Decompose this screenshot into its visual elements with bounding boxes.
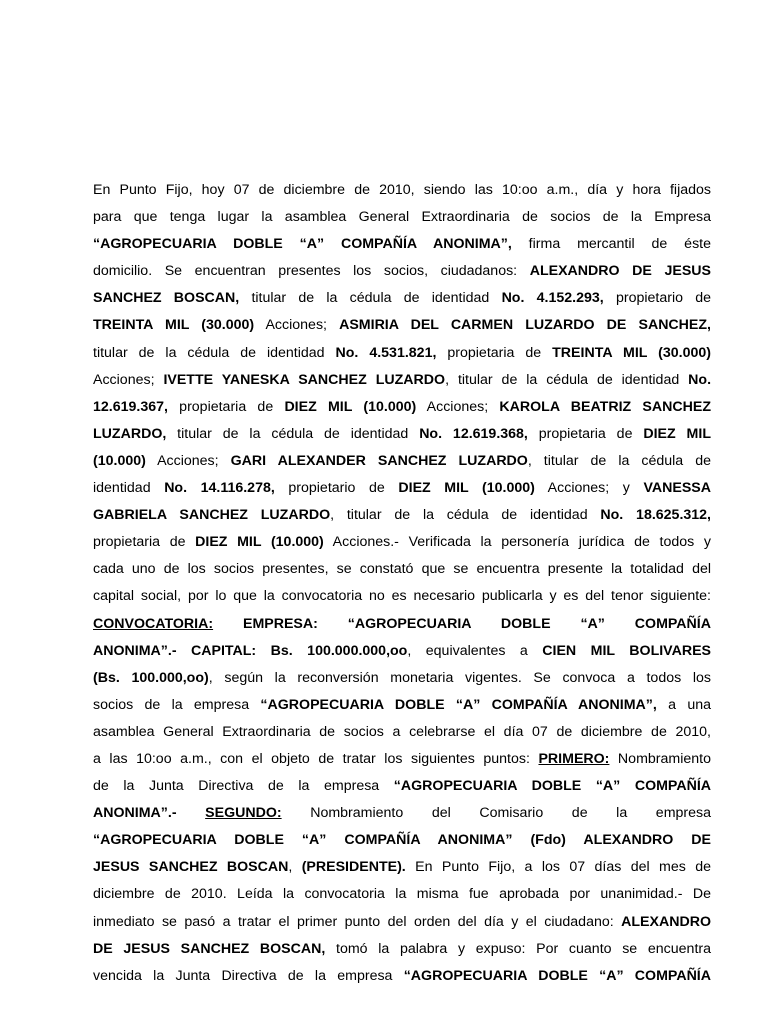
bold-text: ALEXANDRO xyxy=(621,913,711,930)
bold-text: DIEZ MIL (10.000) xyxy=(284,398,417,415)
bold-text: GABRIELA SANCHEZ LUZARDO xyxy=(93,507,331,524)
text-run: titular de la cédula de identidad xyxy=(239,290,502,307)
text-line xyxy=(93,421,711,448)
text-run: socios de la empresa xyxy=(93,696,261,713)
bold-text: DE JESUS SANCHEZ BOSCAN, xyxy=(93,940,326,957)
text-line xyxy=(93,638,711,665)
text-run: diciembre de 2010. Leída la convocatoria la misma fue aprobada por unanimidad.- De xyxy=(93,886,711,903)
text-line xyxy=(93,475,711,502)
text-line xyxy=(93,936,711,963)
bold-text: TREINTA MIL (30.000) xyxy=(93,317,255,334)
text-run: firma mercantil de éste xyxy=(511,236,711,253)
text-line xyxy=(93,258,711,285)
text-run: Acciones; xyxy=(145,452,231,469)
bold-text: No. 4.152.293, xyxy=(501,290,604,307)
text-run: Acciones; y xyxy=(534,480,644,497)
text-run: En Punto Fijo, hoy 07 de diciembre de 2010, siendo las 10:oo a.m., día y hora fijados xyxy=(93,182,711,198)
bold-text: (Bs. 100.000,oo) xyxy=(93,669,209,686)
text-line xyxy=(93,854,711,881)
bold-text: “AGROPECUARIA DOBLE “A” COMPAÑÍA ANONIMA”, xyxy=(93,236,512,253)
underlined-bold-text: SEGUNDO: xyxy=(205,805,282,822)
text-run: capital social, por lo que la convocatoria no es necesario publicarla y es del tenor siguiente: xyxy=(93,588,711,605)
bold-text: TREINTA MIL (30.000) xyxy=(552,344,711,361)
bold-text: ASMIRIA DEL CARMEN LUZARDO DE SANCHEZ, xyxy=(339,317,711,334)
text-line xyxy=(93,611,711,638)
underlined-bold-text: PRIMERO: xyxy=(538,750,610,767)
bold-text: GARI ALEXANDER SANCHEZ LUZARDO xyxy=(230,452,528,469)
text-run: Acciones; xyxy=(416,398,500,415)
bold-text: DIEZ MIL (10.000) xyxy=(195,534,324,551)
bold-text: DIEZ MIL (10.000) xyxy=(398,480,535,497)
text-run: vencida la Junta Directiva de la empresa xyxy=(93,967,404,984)
text-line xyxy=(93,692,711,719)
bold-text: No. 4.531.821, xyxy=(335,344,437,361)
text-line xyxy=(93,502,711,529)
text-line xyxy=(93,909,711,936)
text-line xyxy=(93,204,711,231)
underlined-bold-text: CONVOCATORIA: xyxy=(93,615,214,632)
text-run: titular de la cédula de identidad xyxy=(93,344,336,361)
text-run: tomó la palabra y expuso: Por cuanto se encuentra xyxy=(325,940,711,957)
text-run: propietaria de xyxy=(93,534,196,551)
bold-text: IVETTE YANESKA SANCHEZ LUZARDO xyxy=(163,371,446,388)
text-run: , titular de la cédula de xyxy=(527,452,711,469)
text-line xyxy=(93,448,711,475)
text-run: propietario de xyxy=(274,480,399,497)
text-run: , xyxy=(288,859,302,876)
text-line xyxy=(93,231,711,258)
bold-text: “AGROPECUARIA DOBLE “A” COMPAÑÍA ANONIMA”, xyxy=(260,696,657,713)
bold-text: KAROLA BEATRIZ SANCHEZ xyxy=(499,398,711,415)
document-body-text xyxy=(93,177,711,990)
bold-text: ALEXANDRO DE JESUS xyxy=(529,263,711,280)
text-line xyxy=(93,665,711,692)
text-run: asamblea General Extraordinaria de socios a celebrarse el día 07 de diciembre de 2010, xyxy=(93,723,711,740)
bold-text: EMPRESA: “AGROPECUARIA DOBLE “A” COMPAÑÍA xyxy=(213,615,711,632)
bold-text: LUZARDO, xyxy=(93,425,167,442)
text-line xyxy=(93,800,711,827)
text-line xyxy=(93,963,711,990)
text-run: a una xyxy=(656,696,711,713)
text-run: inmediato se pasó a tratar el primer punto del orden del día y el ciudadano: xyxy=(93,913,622,930)
text-line xyxy=(93,312,711,339)
bold-text: ANONIMA”.- xyxy=(93,805,206,822)
text-run: propietaria de xyxy=(436,344,553,361)
text-run: Acciones.- Verificada la personería jurídica de todos y xyxy=(323,534,712,551)
text-line xyxy=(93,367,711,394)
bold-text: No. 14.116.278, xyxy=(164,480,275,497)
text-run: Acciones; xyxy=(93,371,164,388)
text-run: a las 10:oo a.m., con el objeto de tratar los siguientes puntos: xyxy=(93,750,539,767)
text-run: cada uno de los socios presentes, se constató que se encuentra presente la totalidad del xyxy=(93,561,711,578)
text-line xyxy=(93,177,711,204)
bold-text: No. xyxy=(688,371,712,388)
text-run: de la Junta Directiva de la empresa xyxy=(93,778,394,795)
bold-text: No. 18.625.312, xyxy=(600,507,711,524)
text-run: propietario de xyxy=(603,290,711,307)
bold-text: JESUS SANCHEZ BOSCAN xyxy=(93,859,289,876)
bold-text: CIEN MIL BOLIVARES xyxy=(542,642,712,659)
text-line xyxy=(93,285,711,312)
text-line xyxy=(93,340,711,367)
text-line xyxy=(93,583,711,610)
bold-text: (10.000) xyxy=(93,452,146,469)
text-line xyxy=(93,719,711,746)
bold-text: “AGROPECUARIA DOBLE “A” COMPAÑÍA xyxy=(403,967,711,984)
text-run: para que tenga lugar la asamblea General Extraordinaria de socios de la Empresa xyxy=(93,209,711,226)
text-line xyxy=(93,529,711,556)
text-line xyxy=(93,827,711,854)
bold-text: No. 12.619.368, xyxy=(419,425,528,442)
text-line xyxy=(93,746,711,773)
text-line xyxy=(93,773,711,800)
text-run: , titular de la cédula de identidad xyxy=(445,371,689,388)
bold-text: DIEZ MIL xyxy=(643,425,711,442)
bold-text: “AGROPECUARIA DOBLE “A” COMPAÑÍA xyxy=(393,778,712,795)
text-run: domicilio. Se encuentran presentes los socios, ciudadanos: xyxy=(93,263,530,280)
text-line xyxy=(93,394,711,421)
bold-text: (PRESIDENTE). xyxy=(301,859,406,876)
text-run: propietaria de xyxy=(527,425,644,442)
text-run: Nombramiento xyxy=(609,750,711,767)
bold-text: ANONIMA”.- CAPITAL: Bs. 100.000.000,oo xyxy=(93,642,408,659)
bold-text: 12.619.367, xyxy=(93,398,168,415)
text-run: identidad xyxy=(93,480,165,497)
text-line xyxy=(93,881,711,908)
bold-text: VANESSA xyxy=(643,480,711,497)
text-run: Nombramiento del Comisario de la empresa xyxy=(281,805,711,822)
text-run: titular de la cédula de identidad xyxy=(166,425,420,442)
text-run: Acciones; xyxy=(254,317,340,334)
text-run: En Punto Fijo, a los 07 días del mes de xyxy=(405,859,712,876)
text-line xyxy=(93,556,711,583)
text-run: propietaria de xyxy=(167,398,285,415)
text-run: , titular de la cédula de identidad xyxy=(330,507,601,524)
text-run: , según la reconversión monetaria vigentes. Se convoca a todos los xyxy=(208,669,711,686)
text-run: , equivalentes a xyxy=(407,642,543,659)
bold-text: SANCHEZ BOSCAN, xyxy=(93,290,240,307)
bold-text: “AGROPECUARIA DOBLE “A” COMPAÑÍA ANONIMA” (Fdo) ALEXANDRO DE xyxy=(93,832,711,849)
